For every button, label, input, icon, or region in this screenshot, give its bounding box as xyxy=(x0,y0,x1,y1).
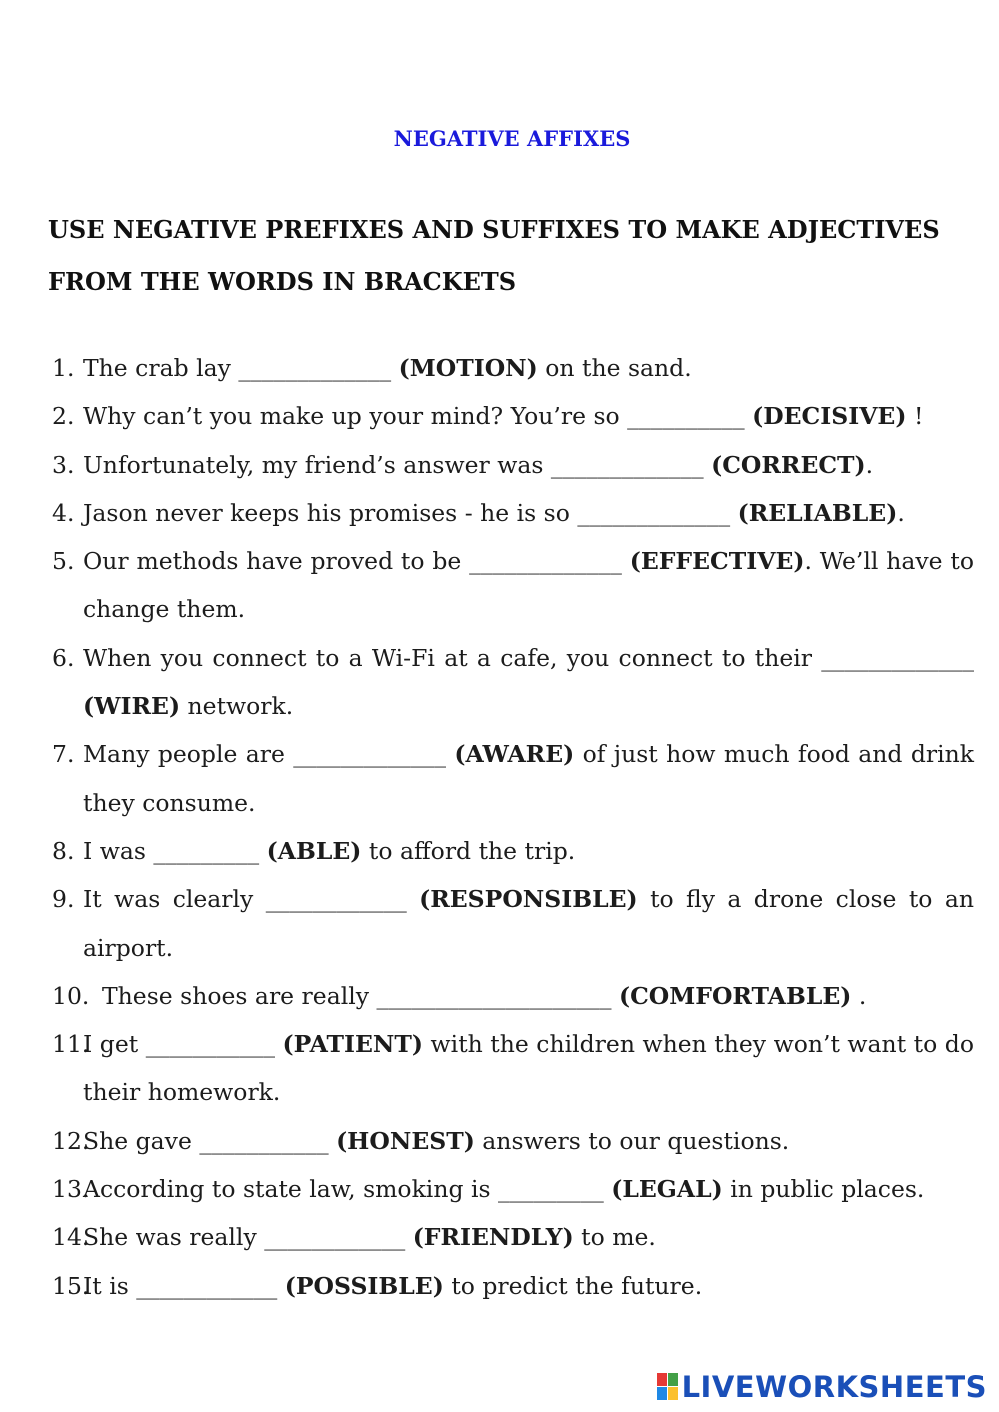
item-text-before: I get xyxy=(83,1030,146,1059)
answer-blank[interactable]: ___________ xyxy=(199,1126,329,1155)
item-number: 4. xyxy=(52,498,75,527)
item-text-after: to me. xyxy=(573,1223,656,1252)
item-number: 7. xyxy=(52,740,75,769)
exercise-list xyxy=(52,344,974,1310)
exercise-item xyxy=(52,1213,974,1261)
exercise-item xyxy=(52,441,974,489)
logo-text: LIVEWORKSHEETS xyxy=(681,1370,987,1404)
answer-blank[interactable]: _________ xyxy=(153,836,260,865)
answer-blank[interactable]: _____________ xyxy=(550,450,704,479)
answer-blank[interactable]: ___________ xyxy=(145,1030,275,1059)
answer-blank[interactable]: _____________ xyxy=(238,354,392,382)
item-text-before: Unfortunately, my friend’s answer was xyxy=(83,450,551,479)
root-word: (POSSIBLE) xyxy=(284,1271,444,1300)
item-text-after: of just how much food and drink they consume. xyxy=(83,740,974,817)
exercise-item xyxy=(52,392,974,440)
item-number: 3. xyxy=(52,450,75,479)
root-word: (MOTION) xyxy=(398,354,538,382)
item-text-before: It is xyxy=(83,1271,137,1300)
item-text-after: network. xyxy=(180,692,294,721)
answer-blank[interactable]: _________ xyxy=(498,1175,604,1204)
root-word: (DECISIVE) xyxy=(752,402,907,431)
exercise-item xyxy=(52,634,974,731)
exercise-item xyxy=(52,730,974,827)
root-word: (WIRE) xyxy=(83,692,181,721)
item-text-after: to fly a drone close to an airport. xyxy=(83,885,974,962)
liveworksheets-logo[interactable] xyxy=(657,1370,987,1404)
answer-blank[interactable]: ____________________ xyxy=(376,981,612,1010)
item-text-after: with the children when they won’t want to do their homework. xyxy=(83,1030,974,1107)
item-text-after: to afford the trip. xyxy=(361,836,576,865)
answer-blank[interactable]: _____________ xyxy=(293,740,447,769)
item-text-before: I was xyxy=(83,836,154,865)
item-number: 5. xyxy=(52,547,75,576)
root-word: (RELIABLE) xyxy=(737,498,898,527)
item-text-before: Jason never keeps his promises - he is so xyxy=(83,498,578,527)
item-text-before: According to state law, smoking is xyxy=(83,1175,499,1204)
item-text-before: These shoes are really xyxy=(102,981,377,1010)
answer-blank[interactable]: ____________ xyxy=(264,1223,406,1252)
item-text-before: When you connect to a Wi-Fi at a cafe, you connect to their xyxy=(83,643,822,672)
item-number: 1. xyxy=(52,354,75,382)
item-text-after: . xyxy=(865,450,874,479)
exercise-item xyxy=(52,1262,974,1310)
answer-blank[interactable]: ____________ xyxy=(136,1271,278,1300)
root-word: (HONEST) xyxy=(336,1126,475,1155)
item-number: 13. xyxy=(52,1175,90,1204)
item-text-after: answers to our questions. xyxy=(474,1126,790,1155)
answer-blank[interactable]: _____________ xyxy=(577,498,731,527)
item-number: 9. xyxy=(52,885,75,914)
root-word: (AWARE) xyxy=(454,740,575,769)
item-text-after: on the sand. xyxy=(537,354,692,382)
root-word: (FRIENDLY) xyxy=(412,1223,574,1252)
item-number: 12. xyxy=(52,1126,90,1155)
root-word: (EFFECTIVE) xyxy=(629,547,805,576)
answer-blank[interactable]: ____________ xyxy=(265,885,407,914)
root-word: (COMFORTABLE) xyxy=(618,981,852,1010)
exercise-item xyxy=(52,827,974,875)
item-text-after: to predict the future. xyxy=(443,1271,703,1300)
root-word: (ABLE) xyxy=(266,836,362,865)
item-text-before: It was clearly xyxy=(83,885,266,914)
exercise-item xyxy=(52,489,974,537)
item-number: 10. xyxy=(52,981,90,1010)
answer-blank[interactable]: __________ xyxy=(627,402,745,431)
exercise-item xyxy=(52,1165,974,1213)
item-text-after: ! xyxy=(906,402,924,431)
item-text-before: She gave xyxy=(83,1126,200,1155)
instruction-text: USE NEGATIVE PREFIXES AND SUFFIXES TO MAKE ADJECTIVES FROM THE WORDS IN BRACKETS xyxy=(48,215,940,296)
item-number: 2. xyxy=(52,402,75,431)
logo-icon xyxy=(657,1373,679,1401)
exercise-item xyxy=(52,1020,974,1117)
item-text-after: . xyxy=(897,498,905,527)
root-word: (RESPONSIBLE) xyxy=(419,885,638,914)
exercise-item xyxy=(52,972,974,1020)
answer-blank[interactable]: _____________ xyxy=(469,547,622,576)
item-number: 15. xyxy=(52,1271,90,1300)
exercise-item xyxy=(52,537,974,634)
item-number: 14. xyxy=(52,1223,90,1252)
item-text-after: . xyxy=(851,981,867,1010)
item-text-before: Why can’t you make up your mind? You’re so xyxy=(83,402,628,431)
item-number: 11. xyxy=(52,1030,90,1059)
root-word: (LEGAL) xyxy=(611,1175,723,1204)
item-text-after: . We’ll have to change them. xyxy=(83,547,974,624)
item-text-after: in public places. xyxy=(722,1175,925,1204)
answer-blank[interactable]: _____________ xyxy=(821,643,974,672)
item-number: 6. xyxy=(52,643,75,672)
item-text-before: The crab lay xyxy=(83,354,239,382)
exercise-item xyxy=(52,344,974,392)
exercise-item xyxy=(52,875,974,972)
exercise-item xyxy=(52,1117,974,1165)
root-word: (CORRECT) xyxy=(711,450,866,479)
item-text-before: She was really xyxy=(83,1223,265,1252)
item-text-before: Many people are xyxy=(83,740,294,769)
root-word: (PATIENT) xyxy=(282,1030,424,1059)
worksheet-title: NEGATIVE AFFIXES xyxy=(393,126,631,151)
item-number: 8. xyxy=(52,836,75,865)
item-text-before: Our methods have proved to be xyxy=(83,547,470,576)
